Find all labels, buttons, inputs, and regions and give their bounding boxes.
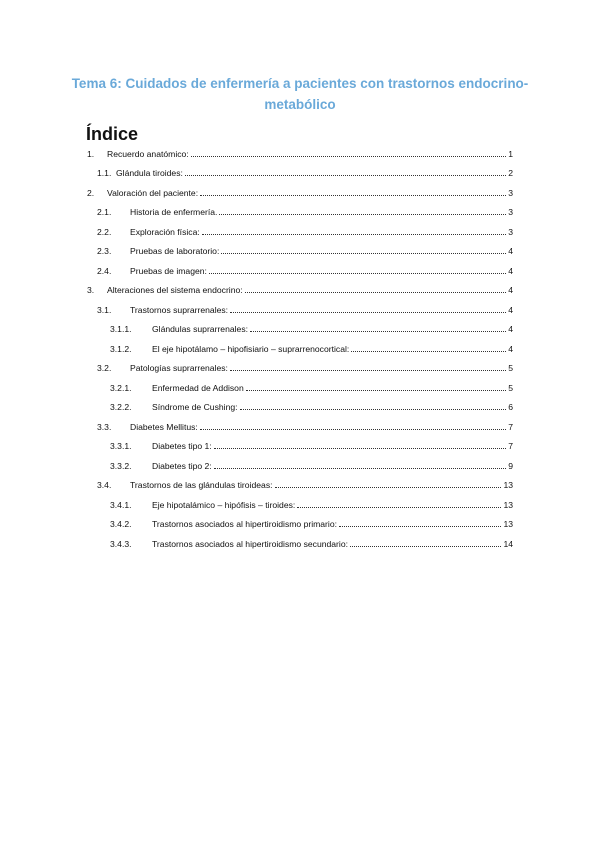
toc-entry-title: Eje hipotalámico – hipófisis – tiroides: xyxy=(152,500,296,510)
toc-entry[interactable] xyxy=(0,321,599,335)
dot-leader xyxy=(275,486,502,488)
dot-leader xyxy=(200,194,506,196)
dot-leader xyxy=(250,330,506,332)
toc-entry[interactable] xyxy=(0,419,599,433)
dot-leader xyxy=(230,311,506,313)
toc-entry-number: 3.1.1. xyxy=(110,324,132,334)
toc-entry[interactable] xyxy=(0,263,599,277)
toc-entry-number: 3.3.2. xyxy=(110,461,132,471)
toc-entry[interactable] xyxy=(0,458,599,472)
toc-entry[interactable] xyxy=(0,185,599,199)
dot-leader xyxy=(240,408,507,410)
toc-entry-page-number: 13 xyxy=(503,480,513,490)
toc-entry-title: Trastornos suprarrenales: xyxy=(130,305,229,315)
toc-entry[interactable] xyxy=(0,282,599,296)
dot-leader xyxy=(191,155,507,157)
toc-entry-title: Diabetes tipo 2: xyxy=(152,461,212,471)
dot-leader xyxy=(351,350,506,352)
toc-entry[interactable] xyxy=(0,360,599,374)
toc-entry-page-number: 4 xyxy=(508,344,513,354)
toc-entry-page-number: 5 xyxy=(508,383,513,393)
toc-entry-title: Valoración del paciente: xyxy=(107,188,199,198)
toc-entry-number: 3.3. xyxy=(97,422,112,432)
toc-entry-page-number: 4 xyxy=(508,246,513,256)
toc-entry-number: 2.1. xyxy=(97,207,112,217)
toc-entry-page-number: 3 xyxy=(508,207,513,217)
toc-entry[interactable] xyxy=(0,380,599,394)
toc-entry-page-number: 4 xyxy=(508,324,513,334)
toc-entry-page-number: 13 xyxy=(503,500,513,510)
toc-entry-page-number: 7 xyxy=(508,422,513,432)
toc-entry-page-number: 7 xyxy=(508,441,513,451)
dot-leader xyxy=(221,252,506,254)
toc-entry[interactable] xyxy=(0,165,599,179)
toc-entry-number: 3. xyxy=(87,285,95,295)
dot-leader xyxy=(202,233,506,235)
toc-entry-title: Trastornos de las glándulas tiroideas: xyxy=(130,480,273,490)
toc-entry-title: Diabetes tipo 1: xyxy=(152,441,212,451)
toc-entry[interactable] xyxy=(0,146,599,160)
toc-entry[interactable] xyxy=(0,536,599,550)
toc-entry-number: 1.1. xyxy=(97,168,112,178)
dot-leader xyxy=(350,545,501,547)
toc-entry-number: 3.1. xyxy=(97,305,112,315)
dot-leader xyxy=(339,525,501,527)
dot-leader xyxy=(214,447,507,449)
toc-entry[interactable] xyxy=(0,204,599,218)
toc-entry-page-number: 13 xyxy=(503,519,513,529)
toc-entry-title: Glándulas suprarrenales: xyxy=(152,324,249,334)
toc-entry-title: Síndrome de Cushing: xyxy=(152,402,238,412)
toc-entry[interactable] xyxy=(0,497,599,511)
toc-heading: Índice xyxy=(86,124,139,144)
toc-entry-title: El eje hipotálamo – hipofisiario – suprarrenocortical: xyxy=(152,344,350,354)
toc-entry-number: 2.2. xyxy=(97,227,112,237)
toc-entry-number: 3.2.1. xyxy=(110,383,132,393)
toc-entry-number: 3.2.2. xyxy=(110,402,132,412)
toc-entry-page-number: 2 xyxy=(508,168,513,178)
toc-entry-title: Trastornos asociados al hipertiroidismo primario: xyxy=(152,519,337,529)
toc-entry-page-number: 5 xyxy=(508,363,513,373)
toc-entry[interactable] xyxy=(0,438,599,452)
toc-entry[interactable] xyxy=(0,243,599,257)
toc-entry[interactable] xyxy=(0,399,599,413)
dot-leader xyxy=(246,389,506,391)
toc-entry[interactable] xyxy=(0,477,599,491)
dot-leader xyxy=(214,467,507,469)
toc-entry-number: 3.1.2. xyxy=(110,344,132,354)
toc-entry-number: 3.4.1. xyxy=(110,500,132,510)
dot-leader xyxy=(209,272,506,274)
toc-entry-number: 2.4. xyxy=(97,266,112,276)
toc-entry-number: 2. xyxy=(87,188,95,198)
toc-entry-title: Trastornos asociados al hipertiroidismo secundario: xyxy=(152,539,348,549)
dot-leader xyxy=(297,506,501,508)
dot-leader xyxy=(230,369,506,371)
toc-entry-title: Alteraciones del sistema endocrino: xyxy=(107,285,243,295)
toc-entry-title: Recuerdo anatómico: xyxy=(107,149,189,159)
toc-entry-page-number: 4 xyxy=(508,305,513,315)
toc-entry-number: 3.2. xyxy=(97,363,112,373)
toc-entry[interactable] xyxy=(0,224,599,238)
dot-leader xyxy=(185,174,506,176)
toc-entry-number: 3.3.1. xyxy=(110,441,132,451)
document-title: Tema 6: Cuidados de enfermería a pacientes con trastornos endocrino-metabólico xyxy=(71,76,529,112)
toc-entry-page-number: 6 xyxy=(508,402,513,412)
toc-entry-title: Diabetes Mellitus: xyxy=(130,422,198,432)
toc-entry-page-number: 3 xyxy=(508,188,513,198)
toc-entry[interactable] xyxy=(0,341,599,355)
dot-leader xyxy=(219,213,506,215)
toc-entry-number: 3.4.3. xyxy=(110,539,132,549)
toc-entry-title: Pruebas de imagen: xyxy=(130,266,207,276)
toc-entry-page-number: 9 xyxy=(508,461,513,471)
toc-entry-title: Pruebas de laboratorio: xyxy=(130,246,220,256)
dot-leader xyxy=(200,428,506,430)
toc-entry[interactable] xyxy=(0,516,599,530)
toc-entry-page-number: 14 xyxy=(503,539,513,549)
toc-entry-title: Enfermedad de Addison xyxy=(152,383,244,393)
toc-entry[interactable] xyxy=(0,302,599,316)
toc-entry-page-number: 3 xyxy=(508,227,513,237)
toc-entry-title: Historia de enfermería. xyxy=(130,207,218,217)
toc-entry-page-number: 4 xyxy=(508,266,513,276)
toc-entry-title: Patologías suprarrenales: xyxy=(130,363,228,373)
toc-entry-page-number: 1 xyxy=(508,149,513,159)
toc-entry-number: 1. xyxy=(87,149,95,159)
dot-leader xyxy=(245,291,507,293)
toc-entry-title: Exploración física: xyxy=(130,227,200,237)
toc-entry-title: Glándula tiroides: xyxy=(116,168,183,178)
toc-entry-number: 3.4.2. xyxy=(110,519,132,529)
toc-entry-number: 3.4. xyxy=(97,480,112,490)
toc-entry-page-number: 4 xyxy=(508,285,513,295)
toc-entry-number: 2.3. xyxy=(97,246,112,256)
